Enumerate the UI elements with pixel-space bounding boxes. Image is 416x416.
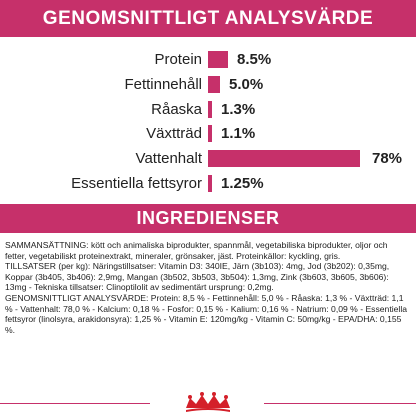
ingredients-title-banner bbox=[0, 204, 416, 233]
footer-line-left bbox=[0, 403, 150, 404]
analysis-bar bbox=[208, 125, 212, 142]
analysis-row-fatty-acids bbox=[0, 172, 416, 196]
analysis-bar bbox=[208, 175, 212, 192]
composition-paragraph: SAMMANSÄTTNING: kött och animaliska biprodukter, spannmål, vegetabiliska biprodukter, oljor och fetter, vegetabiliskt proteinextrakt, mineraler, grönsaker, jäst. Proteinkällor: kyckling, gris. bbox=[5, 240, 388, 261]
analysis-value: 1.3% bbox=[221, 101, 256, 118]
analysis-row-fibre bbox=[0, 122, 416, 146]
analysis-label: Vattenhalt bbox=[135, 150, 202, 167]
analysis-value: 1.1% bbox=[221, 125, 256, 142]
additives-paragraph: TILLSATSER (per kg): Näringstillsatser: Vitamin D3: 340IE, Järn (3b103): 4mg, Jod (3b202): 0,35mg, Koppar (3b405, 3b406): 2,9mg, Mangan (3b502, 3b503, 3b504): 1,3mg, Zink (3b603, 3b605, 3b606): 13mg - Tekniska tillsatser: Clinoptilolit av sedimentärt ursprung: 0,2mg. bbox=[5, 261, 390, 293]
footer-line-right bbox=[264, 403, 416, 404]
analysis-value: 78% bbox=[372, 150, 403, 167]
analysis-bar bbox=[208, 101, 212, 118]
ingredients-title: INGREDIENSER bbox=[136, 208, 280, 228]
analysis-row-moisture bbox=[0, 147, 416, 171]
analysis-label: Essentiella fettsyror bbox=[71, 175, 202, 192]
analysis-row-fat bbox=[0, 73, 416, 97]
analysis-title-banner bbox=[0, 0, 416, 37]
analysis-label: Fettinnehåll bbox=[124, 76, 202, 93]
ingredients-text bbox=[5, 240, 411, 335]
analysis-label: Protein bbox=[154, 51, 202, 68]
analysis-bar bbox=[208, 150, 360, 167]
analysis-row-ash bbox=[0, 98, 416, 122]
analysis-bar bbox=[208, 51, 228, 68]
analysis-row-protein bbox=[0, 48, 416, 72]
analysis-label: Växtträd bbox=[146, 125, 202, 142]
royal-canin-crown-icon bbox=[180, 390, 236, 414]
analysis-paragraph: GENOMSNITTLIGT ANALYSVÄRDE: Protein: 8,5 % - Fettinnehåll: 5,0 % - Råaska: 1,3 % - Växtträd: 1,1 % - Vattenhalt: 78,0 % - Kalcium: 0,18 % - Fosfor: 0,15 % - Kalium: 0,16 % - Natrium: 0,09 % - Essentiella fettsyror (linolsyra, arakidonsyra): 1,25 % - Vitamin E: 120mg/kg - Vitamin C: 50mg/kg - EPA/DHA: 0,155 %. bbox=[5, 292, 408, 335]
analysis-value: 1.25% bbox=[221, 175, 264, 192]
analysis-value: 5.0% bbox=[229, 76, 264, 93]
analysis-label: Råaska bbox=[151, 101, 202, 118]
analysis-value: 8.5% bbox=[237, 51, 272, 68]
analysis-title: GENOMSNITTLIGT ANALYSVÄRDE bbox=[42, 8, 374, 29]
analysis-bar bbox=[208, 76, 220, 93]
